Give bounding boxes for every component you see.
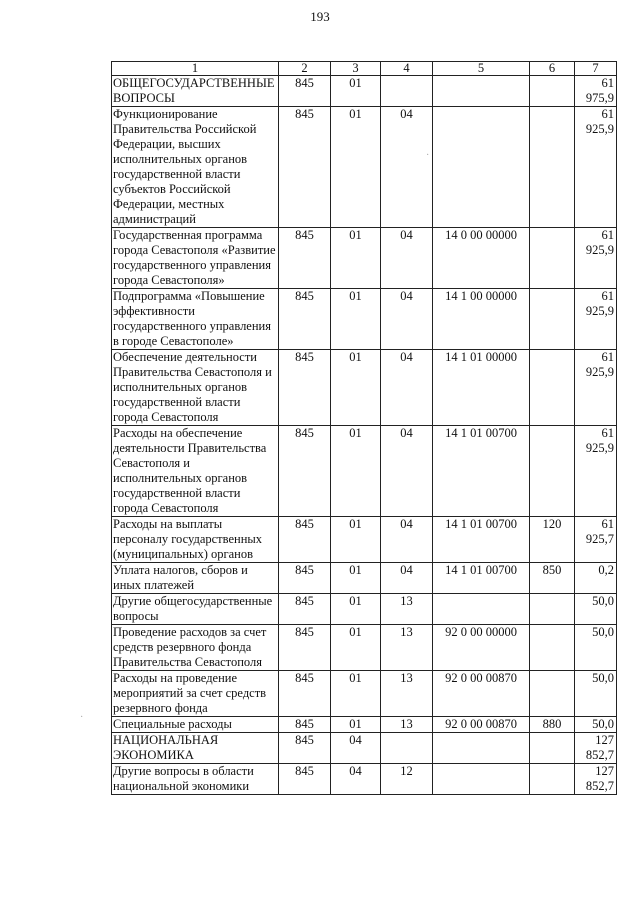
column-header: 1 <box>112 62 279 76</box>
row-subsection-cell: 04 <box>381 517 433 563</box>
row-amount-cell: 61 975,9 <box>575 76 617 107</box>
row-name-cell: Проведение расходов за счет средств резервного фонда Правительства Севастополя <box>112 625 279 671</box>
row-amount-cell: 127 852,7 <box>575 764 617 795</box>
row-amount-cell: 61 925,7 <box>575 517 617 563</box>
table-row <box>112 289 617 350</box>
table-row <box>112 625 617 671</box>
scan-speck: · <box>426 150 430 161</box>
row-name-cell: Другие вопросы в области национальной экономики <box>112 764 279 795</box>
row-expense-type-cell: 850 <box>530 563 575 594</box>
row-target-article-cell: 14 1 01 00700 <box>433 426 530 517</box>
row-amount-cell: 0,2 <box>575 563 617 594</box>
row-expense-type-cell <box>530 426 575 517</box>
row-expense-type-cell <box>530 733 575 764</box>
row-section-cell: 01 <box>331 76 381 107</box>
column-header: 2 <box>279 62 331 76</box>
row-code-cell: 845 <box>279 717 331 733</box>
row-section-cell: 01 <box>331 563 381 594</box>
table-row <box>112 717 617 733</box>
row-section-cell: 01 <box>331 717 381 733</box>
row-expense-type-cell <box>530 671 575 717</box>
row-code-cell: 845 <box>279 76 331 107</box>
row-amount-cell: 61 925,9 <box>575 289 617 350</box>
row-target-article-cell <box>433 594 530 625</box>
row-amount-cell: 61 925,9 <box>575 426 617 517</box>
row-amount-cell: 50,0 <box>575 671 617 717</box>
row-section-cell: 01 <box>331 350 381 426</box>
row-name-cell: Подпрограмма «Повышение эффективности государственного управления в городе Севастополе» <box>112 289 279 350</box>
budget-table <box>111 61 617 795</box>
row-target-article-cell: 92 0 00 00000 <box>433 625 530 671</box>
row-code-cell: 845 <box>279 350 331 426</box>
row-section-cell: 01 <box>331 289 381 350</box>
row-target-article-cell <box>433 76 530 107</box>
table-row <box>112 350 617 426</box>
row-code-cell: 845 <box>279 625 331 671</box>
row-target-article-cell: 14 1 01 00700 <box>433 517 530 563</box>
row-name-cell: Обеспечение деятельности Правительства Севастополя и исполнительных органов государственной власти города Севастополя <box>112 350 279 426</box>
row-target-article-cell: 92 0 00 00870 <box>433 671 530 717</box>
column-header: 6 <box>530 62 575 76</box>
table-row <box>112 563 617 594</box>
row-code-cell: 845 <box>279 594 331 625</box>
row-target-article-cell <box>433 733 530 764</box>
row-expense-type-cell <box>530 764 575 795</box>
row-subsection-cell: 04 <box>381 350 433 426</box>
row-subsection-cell: 13 <box>381 594 433 625</box>
row-expense-type-cell: 880 <box>530 717 575 733</box>
row-section-cell: 01 <box>331 671 381 717</box>
row-expense-type-cell: 120 <box>530 517 575 563</box>
row-amount-cell: 127 852,7 <box>575 733 617 764</box>
row-code-cell: 845 <box>279 426 331 517</box>
row-name-cell: Специальные расходы <box>112 717 279 733</box>
row-amount-cell: 61 925,9 <box>575 350 617 426</box>
table-row <box>112 517 617 563</box>
row-name-cell: ОБЩЕГОСУДАРСТВЕННЫЕ ВОПРОСЫ <box>112 76 279 107</box>
row-amount-cell: 50,0 <box>575 625 617 671</box>
row-subsection-cell: 13 <box>381 671 433 717</box>
row-name-cell: Уплата налогов, сборов и иных платежей <box>112 563 279 594</box>
row-target-article-cell: 14 1 01 00000 <box>433 350 530 426</box>
row-section-cell: 01 <box>331 625 381 671</box>
row-expense-type-cell <box>530 350 575 426</box>
table-row <box>112 426 617 517</box>
row-amount-cell: 61 925,9 <box>575 107 617 228</box>
row-name-cell: Другие общегосударственные вопросы <box>112 594 279 625</box>
row-code-cell: 845 <box>279 289 331 350</box>
row-subsection-cell: 04 <box>381 426 433 517</box>
table-header-row <box>112 62 617 76</box>
row-subsection-cell <box>381 733 433 764</box>
row-code-cell: 845 <box>279 107 331 228</box>
row-code-cell: 845 <box>279 228 331 289</box>
table-row <box>112 733 617 764</box>
row-subsection-cell: 04 <box>381 289 433 350</box>
column-header: 3 <box>331 62 381 76</box>
row-section-cell: 01 <box>331 517 381 563</box>
page-number: 193 <box>310 9 330 24</box>
row-name-cell: Расходы на проведение мероприятий за счет средств резервного фонда <box>112 671 279 717</box>
row-expense-type-cell <box>530 594 575 625</box>
row-name-cell: НАЦИОНАЛЬНАЯ ЭКОНОМИКА <box>112 733 279 764</box>
row-target-article-cell: 92 0 00 00870 <box>433 717 530 733</box>
row-target-article-cell: 14 1 01 00700 <box>433 563 530 594</box>
row-expense-type-cell <box>530 625 575 671</box>
table-row <box>112 594 617 625</box>
row-expense-type-cell <box>530 76 575 107</box>
row-code-cell: 845 <box>279 671 331 717</box>
table-row <box>112 228 617 289</box>
row-code-cell: 845 <box>279 517 331 563</box>
row-code-cell: 845 <box>279 733 331 764</box>
row-expense-type-cell <box>530 228 575 289</box>
column-header: 7 <box>575 62 617 76</box>
row-code-cell: 845 <box>279 563 331 594</box>
row-section-cell: 01 <box>331 228 381 289</box>
row-amount-cell: 50,0 <box>575 594 617 625</box>
row-name-cell: Функционирование Правительства Российской Федерации, высших исполнительных органов государственной власти субъектов Российской Федерации, местных администраций <box>112 107 279 228</box>
table-row <box>112 671 617 717</box>
row-expense-type-cell <box>530 289 575 350</box>
row-section-cell: 04 <box>331 764 381 795</box>
row-target-article-cell: 14 0 00 00000 <box>433 228 530 289</box>
column-header: 4 <box>381 62 433 76</box>
row-amount-cell: 50,0 <box>575 717 617 733</box>
row-subsection-cell: 04 <box>381 563 433 594</box>
scan-speck: · <box>80 712 84 723</box>
row-name-cell: Расходы на обеспечение деятельности Правительства Севастополя и исполнительных органов государственной власти города Севастополя <box>112 426 279 517</box>
row-section-cell: 01 <box>331 426 381 517</box>
row-target-article-cell <box>433 764 530 795</box>
row-subsection-cell: 13 <box>381 717 433 733</box>
table-row <box>112 76 617 107</box>
column-header: 5 <box>433 62 530 76</box>
row-name-cell: Расходы на выплаты персоналу государственных (муниципальных) органов <box>112 517 279 563</box>
table-row <box>112 107 617 228</box>
row-amount-cell: 61 925,9 <box>575 228 617 289</box>
table-row <box>112 764 617 795</box>
row-code-cell: 845 <box>279 764 331 795</box>
row-subsection-cell: 13 <box>381 625 433 671</box>
row-target-article-cell <box>433 107 530 228</box>
row-expense-type-cell <box>530 107 575 228</box>
row-section-cell: 04 <box>331 733 381 764</box>
row-target-article-cell: 14 1 00 00000 <box>433 289 530 350</box>
row-name-cell: Государственная программа города Севастополя «Развитие государственного управления города Севастополя» <box>112 228 279 289</box>
row-section-cell: 01 <box>331 107 381 228</box>
row-section-cell: 01 <box>331 594 381 625</box>
row-subsection-cell: 04 <box>381 228 433 289</box>
row-subsection-cell <box>381 76 433 107</box>
table-body <box>112 76 617 795</box>
row-subsection-cell: 04 <box>381 107 433 228</box>
row-subsection-cell: 12 <box>381 764 433 795</box>
